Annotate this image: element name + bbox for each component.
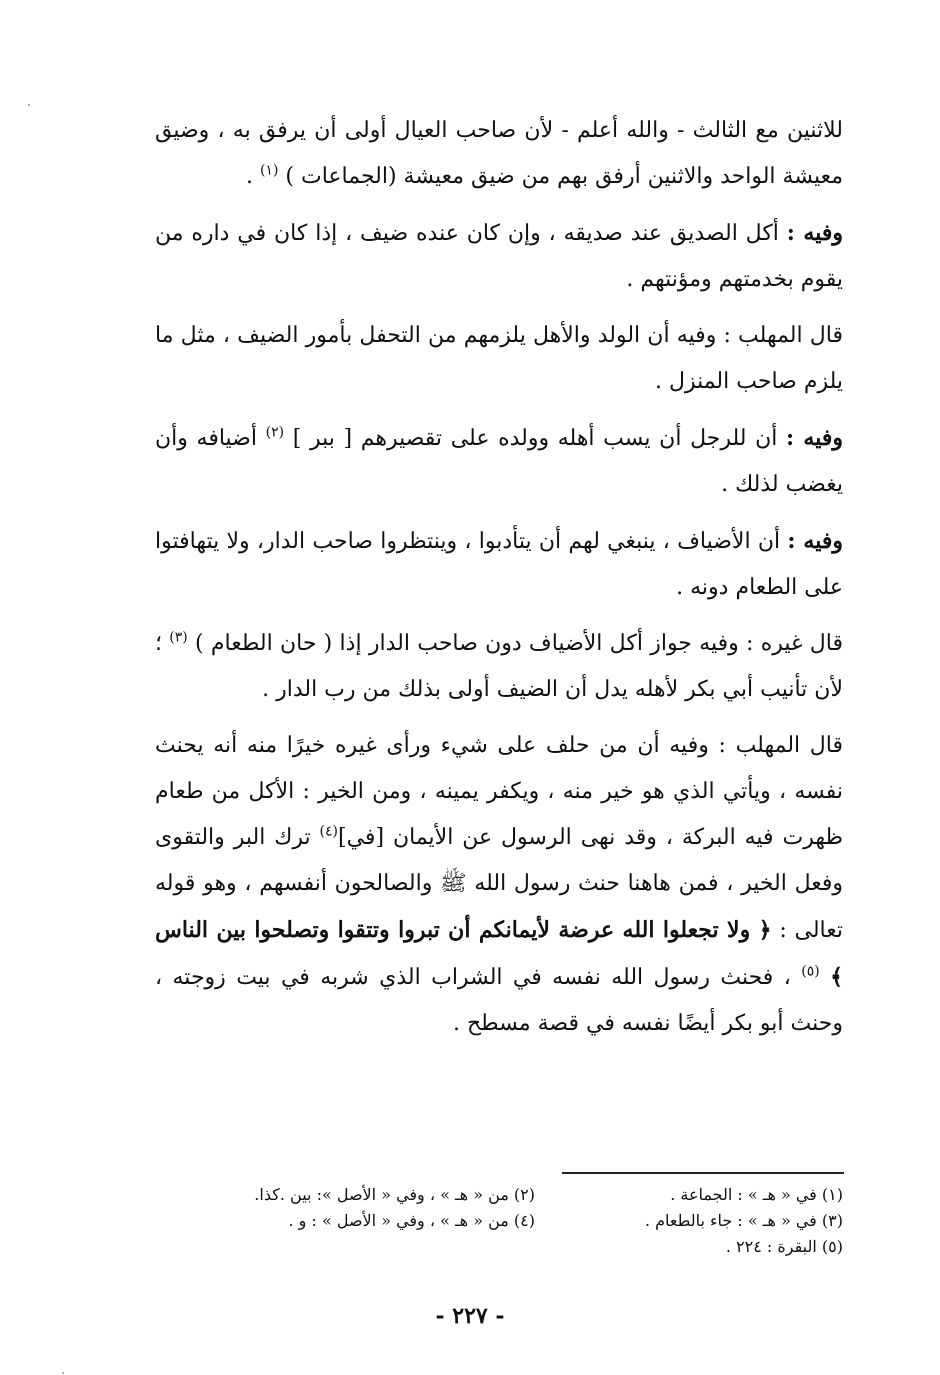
footnote-5: (٥) البقرة : ٢٢٤ . <box>725 1237 843 1256</box>
footnote-divider <box>562 1172 844 1174</box>
paragraph-tail: ؛ لأن تأنيب أبي بكر لأهله يدل أن الضيف أولى بذلك من رب الدار . <box>155 631 843 702</box>
scan-speck <box>62 1372 64 1374</box>
footnote-ref-4: (٤) <box>319 823 339 840</box>
paragraph-text: أن للرجل أن يسب أهله وولده على تقصيرهم [ ببر ] <box>284 426 786 451</box>
paragraph-tail: . <box>245 164 260 189</box>
paragraph-lead: وفيه : <box>786 220 843 246</box>
paragraph-text: قال غيره : وفيه جواز أكل الأضياف دون صاحب الدار إذا ( حان الطعام ) <box>187 631 843 656</box>
paragraph-tail-2: ، فحنث رسول الله نفسه في الشراب الذي شربه في بيت زوجته ، وحنث أبو بكر أيضًا نفسه في قصة مسطح . <box>155 965 843 1036</box>
footnote-ref-3: (٣) <box>169 629 188 646</box>
paragraph-7 <box>155 723 843 1047</box>
paragraph-tail: أضيافه وأن يغضب لذلك . <box>155 426 843 497</box>
paragraph-text: قال المهلب : وفيه أن الولد والأهل يلزمهم من التحفل بأمور الضيف ، مثل ما يلزم صاحب المنزل . <box>155 323 843 394</box>
footnote-empty <box>155 1234 535 1260</box>
footnote-4: (٤) من « هـ » ، وفي « الأصل » : و . <box>288 1211 535 1230</box>
footnote-3: (٣) في « هـ » : جاء بالطعام . <box>644 1211 843 1230</box>
paragraph-4 <box>155 415 843 508</box>
paragraph-1 <box>155 108 843 200</box>
footnote-1: (١) في « هـ » : الجماعة . <box>670 1185 843 1204</box>
footnote-row <box>155 1208 843 1234</box>
paragraph-tail: ترك البر والتقوى وفعل الخير ، فمن هاهنا حنث رسول الله ﷺ والصالحون أنفسهم ، وهو قوله تعالى : <box>155 825 843 943</box>
footnote-row <box>155 1182 843 1208</box>
paragraph-5 <box>155 518 843 611</box>
quran-verse: ﴿ ولا تجعلوا الله عرضة لأيمانكم أن تبروا وتتقوا وتصلحوا بين الناس ﴾ <box>155 917 843 990</box>
footnote-2: (٢) من « هـ » ، وفي « الأصل »: بين .كذا. <box>254 1185 535 1204</box>
footnote-ref-2: (٢) <box>265 424 285 441</box>
footnote-row <box>155 1234 843 1260</box>
page-number: - ٢٢٧ - <box>435 1303 505 1329</box>
paragraph-text: أكل الصديق عند صديقه ، وإن كان عنده ضيف ، إذا كان في داره من يقوم بخدمتهم ومؤنتهم . <box>155 221 843 292</box>
footnote-ref-1: (١) <box>259 162 279 179</box>
paragraph-lead: وفيه : <box>787 528 843 554</box>
paragraph-3 <box>155 313 843 405</box>
paragraph-text: للاثنين مع الثالث - والله أعلم - لأن صاحب العيال أولى أن يرفق به ، وضيق معيشة الواحد والاثنين أرفق بهم من ضيق معيشة (الجماعات ) <box>155 118 843 189</box>
paragraph-6 <box>155 621 843 713</box>
paragraph-2 <box>155 210 843 303</box>
footnotes <box>155 1182 843 1260</box>
main-text <box>155 108 843 1057</box>
paragraph-text: قال المهلب : وفيه أن من حلف على شيء ورأى غيره خيرًا منه أنه يحنث نفسه ، ويأتي الذي هو خير منه ، ويكفر يمينه ، ومن الخير : الأكل من طعام ظهرت فيه البركة ، وقد نهى الرسول عن الأيمان [في] <box>155 733 843 850</box>
paragraph-lead: وفيه : <box>786 425 843 451</box>
paragraph-text: أن الأضياف ، ينبغي لهم أن يتأدبوا ، وينتظروا صاحب الدار، ولا يتهافتوا على الطعام دونه . <box>155 529 843 600</box>
footnote-ref-5: (٥) <box>801 963 820 980</box>
scan-speck <box>28 104 30 106</box>
